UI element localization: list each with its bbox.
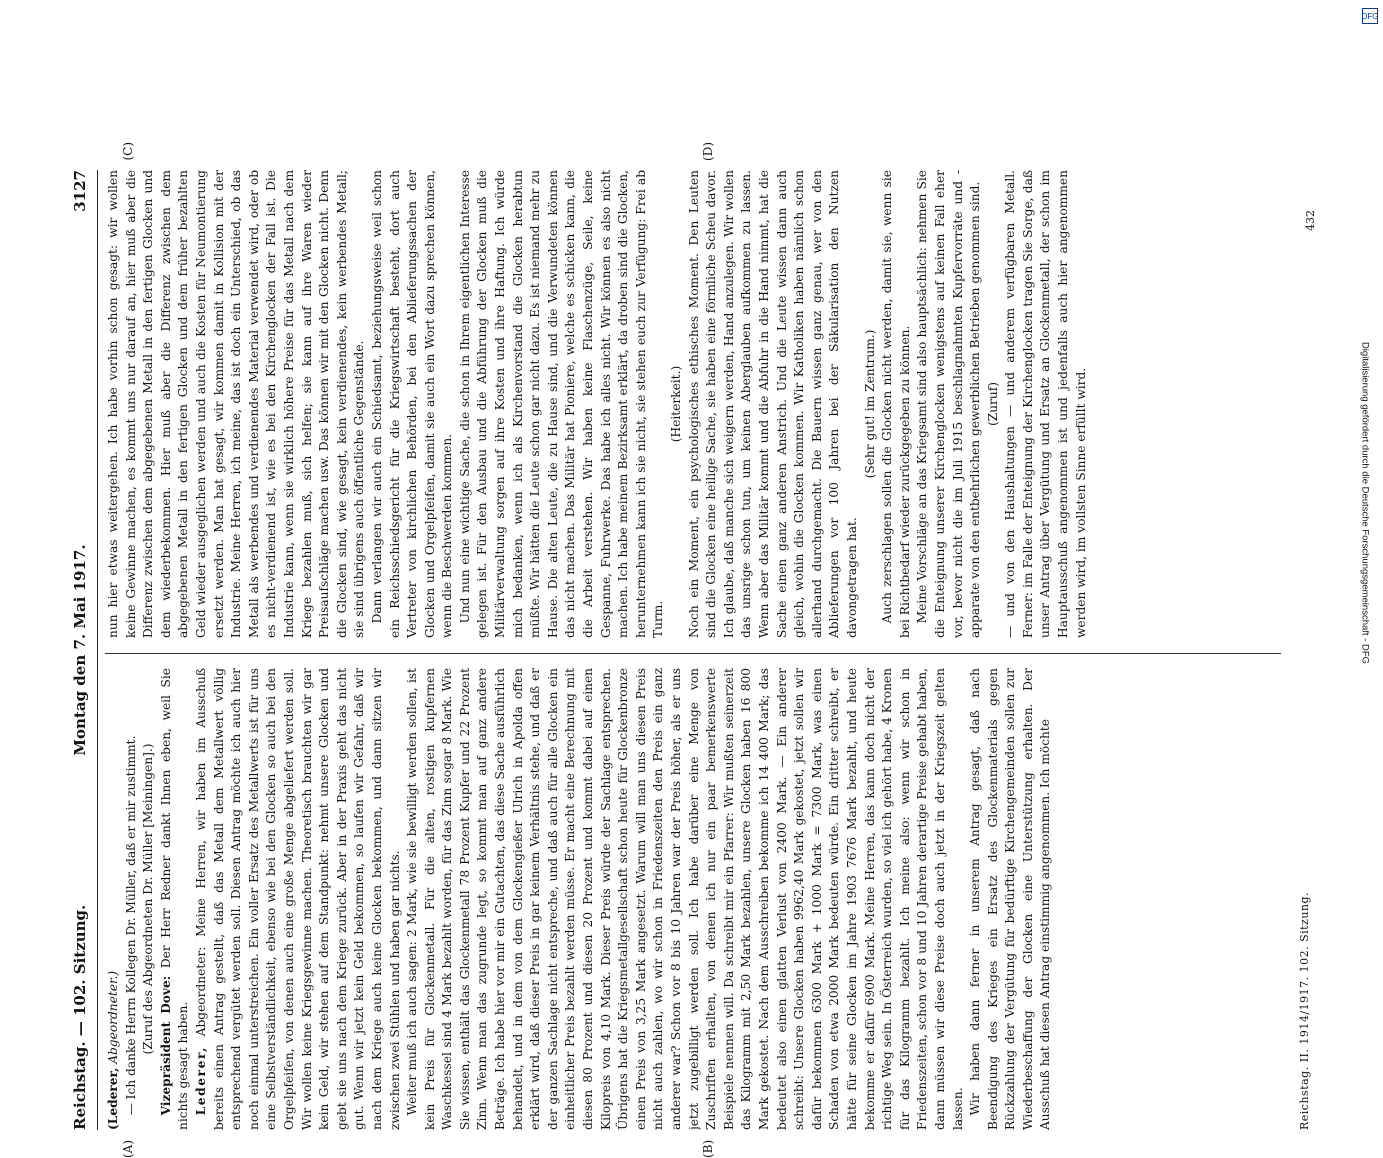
signature-mark: 432: [1304, 210, 1317, 231]
left-column: [105, 668, 1291, 1130]
dfg-logo: DFG: [1362, 8, 1378, 24]
interjection: (Sehr gut! im Zentrum.): [862, 329, 877, 479]
margin-marker-a: (A): [121, 1139, 135, 1158]
page-header: [71, 170, 99, 1130]
speaker-name-2: Lederer,: [193, 1046, 208, 1116]
interjection: (Zuruf des Abgeordneten Dr. Müller [Meiningen].): [141, 743, 156, 1055]
header-rule: [97, 170, 98, 1130]
paragraph-vp: [158, 668, 193, 1130]
vp-label: Vizepräsident Dove:: [158, 975, 173, 1116]
paragraph: Weiter muß ich auch sagen: 2 Mark, wie sie bewilligt werden sollen, ist kein Preis für Glockenmetall. Für die alten, rostigen kupfernen Waschkessel sind 4 Mark bezahlt worden, für das Zinn sogar 8 Mark. Wie Sie wissen, enthält das Glockenmetall 78 Prozent Kupfer und 22 Prozent Zinn. Wenn man das zugrunde legt, so kommt man auf ganz andere Beträge. Ich habe hier vor mir ein Gutachten, das diese Sache ausführlich behandelt, und in dem von dem Glockengießer Ulrich in Apolda offen erklärt wird, daß dieser Preis in gar keinem Verhältnis stehe, und daß er der ganzen Sachlage nicht entspreche, und daß auch für alle Glocken ein einheitlicher Preis bezahlt werden müsse. Er macht eine Berechnung mit diesen 80 Prozent und diesen 20 Prozent und kommt dabei auf einen Kilopreis von 4,10 Mark. Dieser Preis würde der Sachlage entsprechen. Übrigens hat die Kriegsmetallgesellschaft schon heute für Glockenbronze einen Preis von 3,25 Mark angesetzt. Warum will man uns diesen Preis nicht auch zahlen, wo wir schon in Friedenszeiten den Preis ein ganz anderer war? Schon vor 8 bis 10 Jahren war der Preis höher, als er uns jetzt zugebilligt werden soll. Ich habe darüber eine Menge von Zuschriften erhalten, von denen ich nur ein paar bemerkenswerte Beispiele nennen will. Da schreibt mir ein Pfarrer: Wir mußten seinerzeit das Kilogramm mit 2,50 Mark bezahlen, unsere Glocken haben 16 800 Mark gekostet. Nach dem Ausschreiben bekomme ich 14 400 Mark; das bedeutet also einen glatten Verlust von 2400 Mark. — Ein anderer schreibt: Unsere Glocken haben 9962,40 Mark gekostet, jetzt sollen wir dafür bekommen 6300 Mark + 1000 Mark = 7300 Mark, was einen Schaden von etwa 2000 Mark bedeuten würde. Ein dritter schreibt, er hätte für seine Glocken im Jahre 1903 7676 Mark bezahlt, und heute bekomme er dafür 6900 Mark. Meine Herren, das kann doch nicht der richtige Weg sein. In Österreich wurden, so viel ich gehört habe, 4 Kronen für das Kilogramm bezahlt. Ich meine also: wenn wir schon in Friedenszeiten, schon vor 8 und 10 Jahren derartige Preise gehabt haben, dann müssen wir diese Preise doch auch jetzt in der Kriegszeit gelten lassen.: [405, 668, 965, 1130]
margin-marker-d: (D): [701, 142, 715, 161]
footer-left: Reichstag. II. 1914/1917. 102. Sitzung.: [1298, 891, 1311, 1130]
paragraph: Dann verlangen wir auch ein Schiedsamt, beziehungsweise weil schon ein Reichsschiedsgericht für die Kriegswirtschaft besteht, dort auch Vertreter von kirchlichen Behörden, bei den Ablieferungssachen der Glocken und Orgelpfeifen, damit sie auch ein Wort dazu sprechen können, wenn die Beschwerden kommen.: [369, 170, 455, 638]
interjection: (Zuruf): [985, 382, 1000, 427]
speaker-role-2: Abgeordneter:: [193, 946, 208, 1037]
interjection: (Heiterkeit.): [669, 365, 683, 443]
margin-marker-b: (B): [701, 1139, 715, 1158]
right-column: [105, 170, 1291, 638]
vp-text: Der Herr Redner dankt Ihnen eben, weil Sie nichts gesagt haben.: [158, 668, 191, 1130]
speaker-line: [105, 668, 123, 1130]
column-divider: [105, 653, 1281, 654]
speaker-role: Abgeordneter.): [106, 970, 120, 1064]
credit-text: Digitalisierung gefördert durch die Deutsche Forschungsgemeinschaft - DFG: [1359, 341, 1371, 664]
speech-text: Meine Herren, wir haben im Ausschuß bereits einen Antrag gestellt, daß das Metall dem Metallwert völlig entsprechend vergütet werden soll. Diesen Antrag möchte ich auch hier noch einmal unterstreichen. Ein voller Ersatz des Metallwerts ist für uns eine Selbstverständlichkeit, ebenso wie bei den Glocken so auch bei den Orgelpfeifen, von denen auch eine große Menge abgeliefert werden soll. Wir wollen keine Kriegsgewinne machen. Theoretisch brauchten wir gar kein Geld, wir stehen auf dem Standpunkt: nehmt unsere Glocken und gebt sie uns nach dem Kriege zurück. Aber in der Praxis geht das nicht gut. Wenn wir jetzt kein Geld bekommen, so laufen wir Gefahr, daß wir nach dem Kriege auch keine Glocken bekommen, und dann sitzen wir zwischen zwei Stühlen und haben gar nichts.: [193, 668, 402, 1130]
paragraph: nun hier etwas weitergehen. Ich habe vorhin schon gesagt: wir wollen keine Gewinne machen, es kommt uns nur darauf an, hier muß aber die Differenz zwischen dem abgegebenen Metall in den fertigen Glocken und dem wiederbekommen. Hier muß aber die Differenz zwischen dem abgegebenen Metall in den fertigen Glocken und dem früher bezahlten Geld wieder ausgeglichen werden und auch die Kosten für Neumontierung ersetzt werden. Man hat gesagt, wir kommen damit in Kollision mit der Industrie. Meine Herren, ich meine, das ist doch ein Unterschied, ob das Metall als werbendes und verdienendes Material verwendet wird, oder ob es nicht-verdienend ist, wie es bei den Kirchenglocken der Fall ist. Die Industrie kann, wenn sie wirklich höhere Preise für das Metall nach dem Kriege bezahlen muß, sich helfen; sie kann auf ihre Waren wieder Preisaufschläge machen usw. Das können wir mit den Glocken nicht. Denn die Glocken sind, wie gesagt, kein verdienendes, kein werbendes Metall; sie sind übrigens auch öffentliche Gegenstände.: [106, 170, 367, 638]
paragraph: Meine Vorschläge an das Kriegsamt sind also hauptsächlich: nehmen Sie die Enteignung unserer Kirchenglocken wenigstens auf keinen Fall eher vor, bevor nicht die im Juli 1915 beschlagnahmten Kupfervorräte und -apparate von den entbehrlichen gewerblichen Betrieben genommen sind.: [915, 170, 983, 638]
paragraph: Und nun eine wichtige Sache, die schon in Ihrem eigentlichen Interesse gelegen ist. Für den Ausbau und die Abführung der Glocken muß die Militärverwaltung sorgen auf ihre Kosten und ihre Haftung. Ich würde mich bedanken, wenn ich als Kirchenvorstand die Glocken herabtun müßte. Wir hätten die Leute schon gar nicht dazu. Es ist niemand mehr zu Hause. Die alten Leute, die zu Hause sind, und die Verwundeten können das nicht machen. Das Militär hat Pioniere, welche es schicken kann, die die Arbeit verstehen. Wir haben keine Flaschenzüge, Seile, keine Gespanne, Fuhrwerke. Das habe ich alles nicht. Wir können es also nicht machen. Ich habe meinem Bezirksamt erklärt, da droben sind die Glocken, herunternehmen kann ich sie nicht, sie stehen euch zur Verfügung: Frei ab Turm.: [457, 170, 666, 638]
paragraph: — Ich danke Herrn Kollegen Dr. Müller, daß er mir zustimmt.: [123, 735, 138, 1116]
header-left: Reichstag. — 102. Sitzung.: [71, 904, 89, 1130]
page-number: 3127: [71, 170, 89, 212]
paragraph: Auch zerschlagen sollen die Glocken nicht werden, damit sie, wenn sie bei Richtbedarf wieder zurückgegeben zu können.: [880, 170, 912, 638]
speaker-name: (Lederer,: [106, 1067, 120, 1130]
header-date: Montag den 7. Mai 1917.: [71, 544, 89, 756]
paragraph: Noch ein Moment, ein psychologisches ethisches Moment. Den Leuten sind die Glocken eine heilige Sache, sie haben eine förmliche Scheu davor. Ich glaube, daß manche sich weigern werden, Hand anzulegen. Wir wollen das unsrige schon tun, um keinen Aberglauben aufkommen zu lassen. Wenn aber das Militär kommt und die Abfuhr in die Hand nimmt, hat die Sache einen ganz anderen Anstrich. Und die Leute wissen dann auch gleich, wohin die Glocken kommen. Wir Katholiken haben nämlich schon allerhand durchgemacht. Die Bauern wissen ganz genau, wer von den Ablieferungen vor 100 Jahren bei der Säkularisation den Nutzen davongetragen hat.: [686, 170, 859, 638]
speech-paragraph: [193, 668, 404, 1130]
scanned-page: [61, 142, 1321, 1158]
paragraph: Wir haben dann ferner in unserem Antrag gesagt, daß nach Beendigung des Krieges ein Ersatz des Glockenmaterials gegen Rückzahlung der Vergütung für bedürftige Kirchengemeinden sollen zur Wiederbeschaffung der Glocken eine Unterstützung erhalten. Der Ausschuß hat diesen Antrag einstimmig angenommen. Ich möchte: [968, 668, 1053, 1130]
digitization-credit: [1350, 10, 1380, 995]
margin-marker-c: (C): [121, 142, 135, 161]
paragraph: — und von den Haushaltungen — und anderem verfügbaren Metall. Ferner: im Falle der Enteignung der Kirchenglocken tragen Sie Sorge, daß unser Antrag über Vergütung und Ersatz an Glockenmetall, der schon im Hauptausschuß angenommen ist und jedenfalls auch hier angenommen werden wird, im vollsten Sinne erfüllt wird.: [1003, 170, 1088, 638]
